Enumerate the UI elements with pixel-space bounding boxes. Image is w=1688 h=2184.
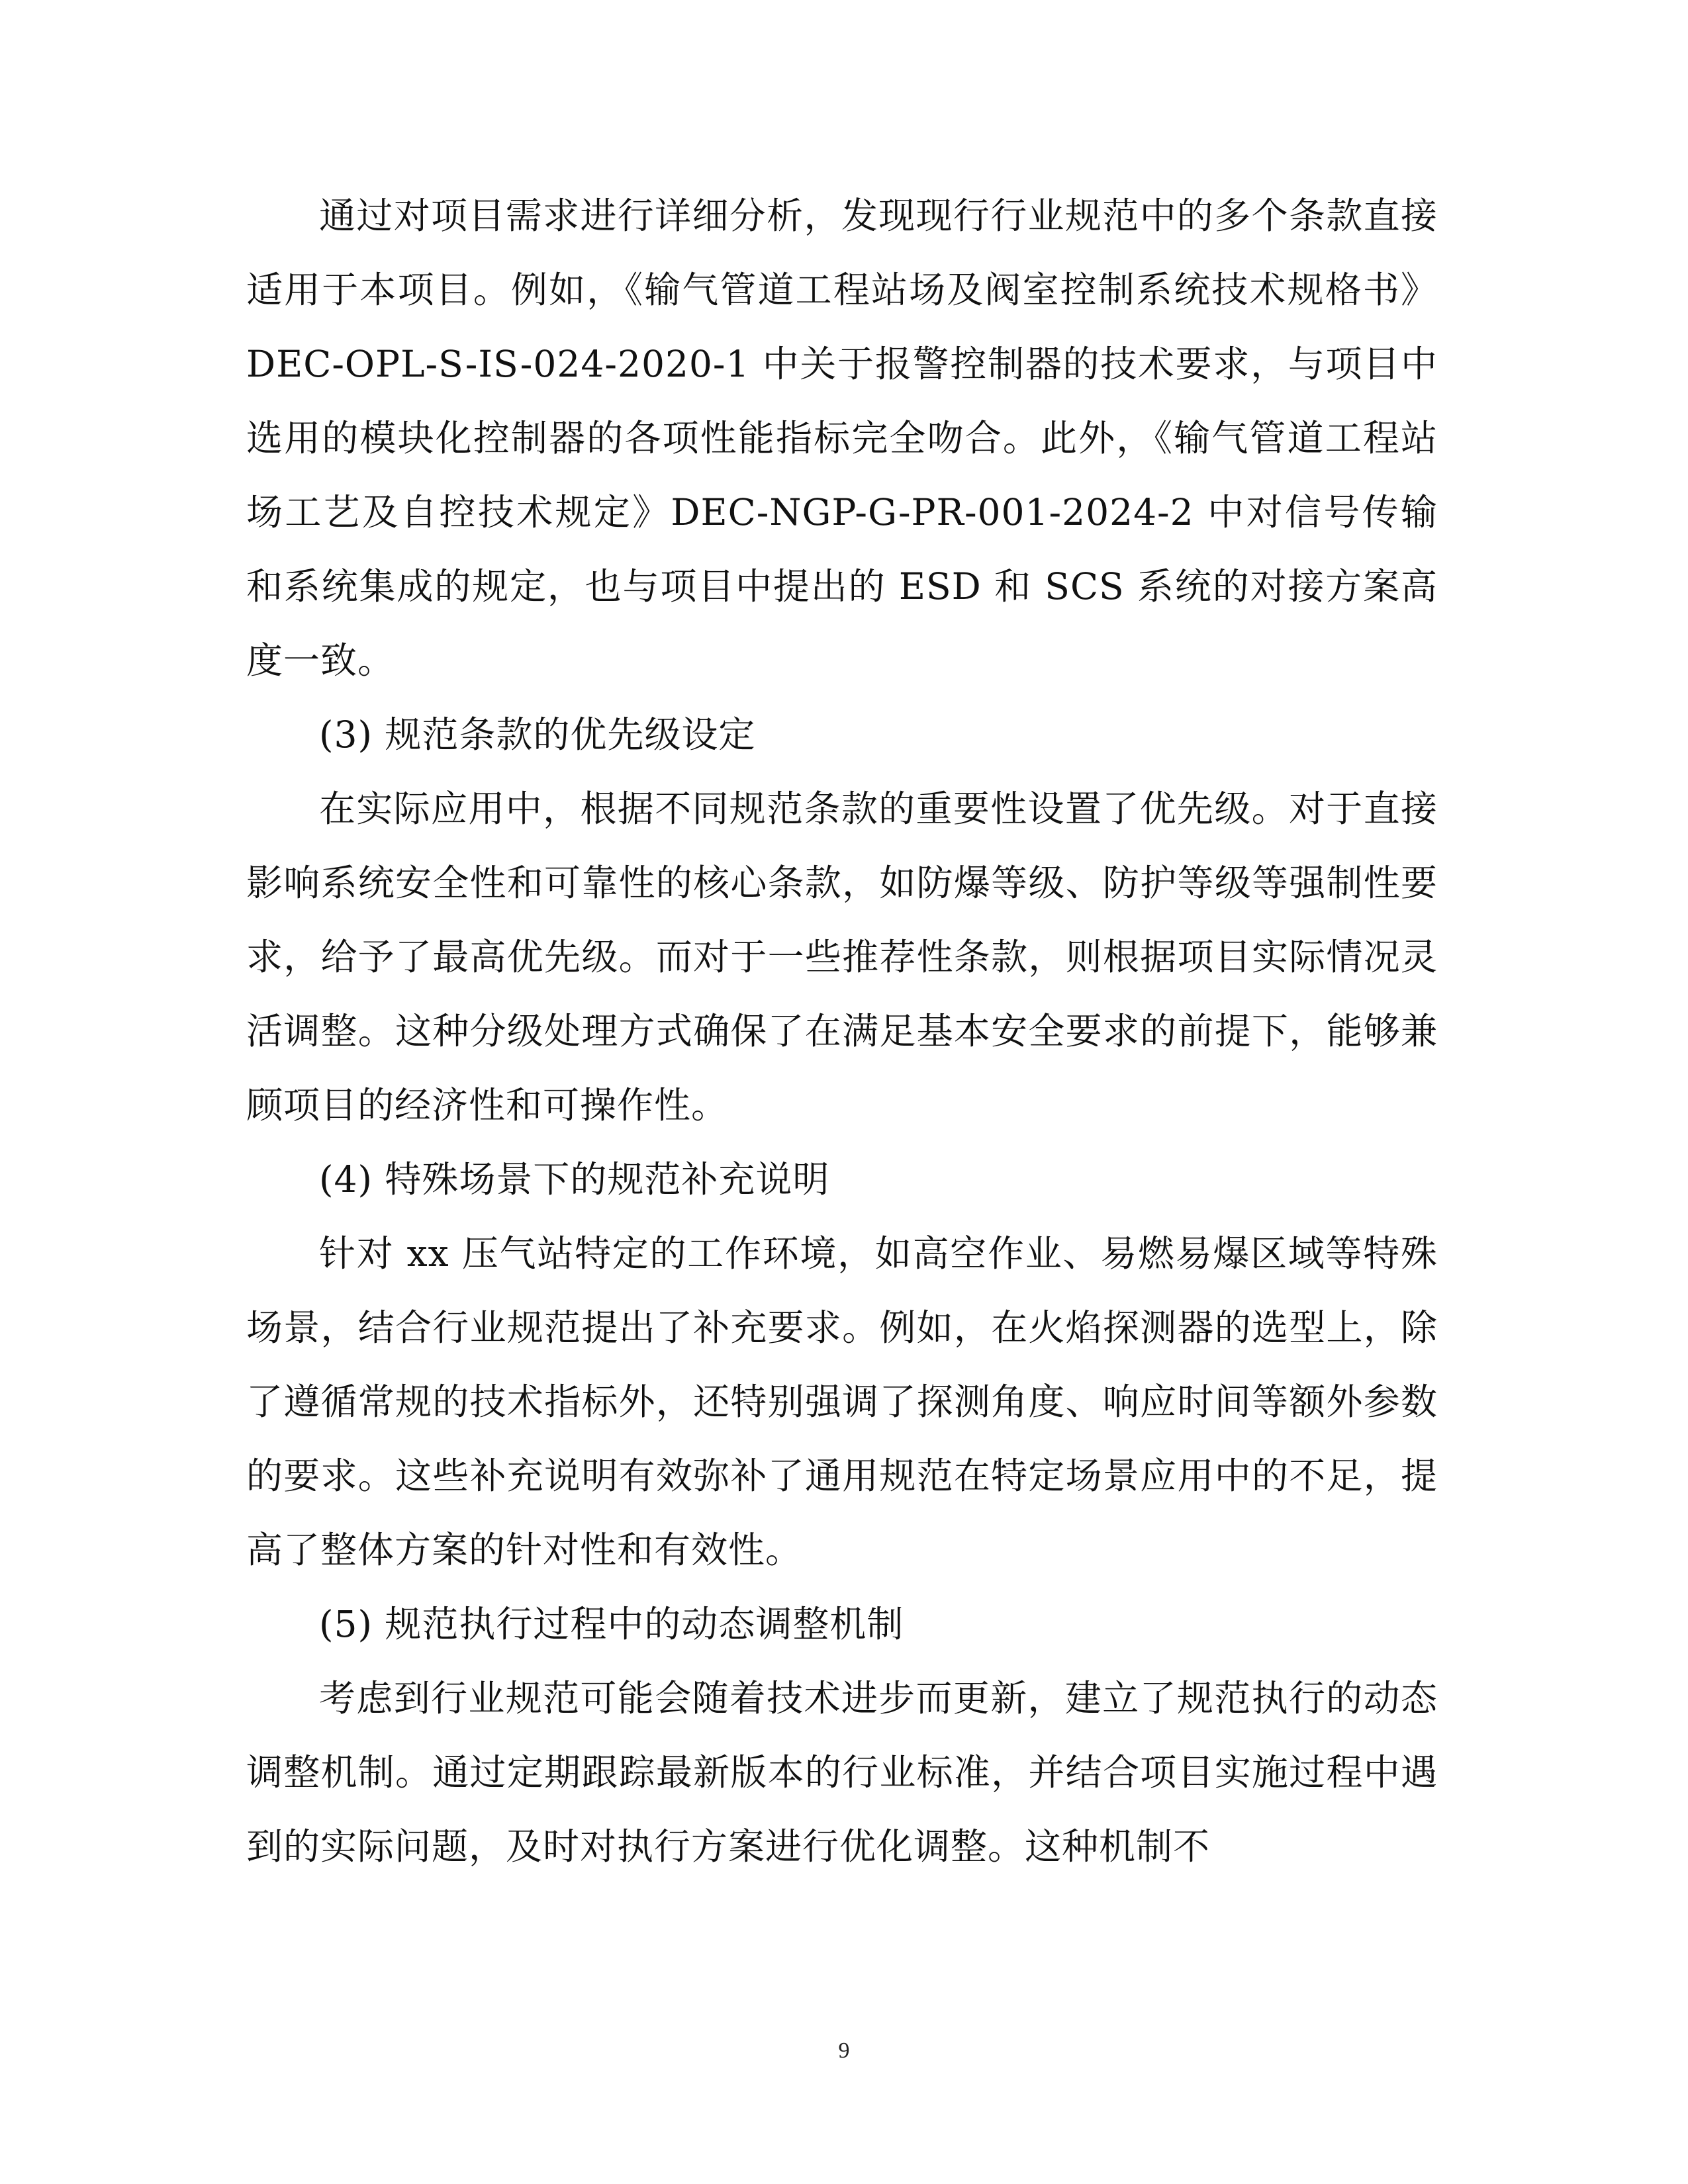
section-heading-dynamic-adjustment: (5) 规范执行过程中的动态调整机制 — [319, 1603, 904, 1645]
paragraph-standards-applicability: 通过对项目需求进行详细分析，发现现行行业规范中的多个条款直接适用于本项目。例如，《输气管道工程站场及阀室控制系统技术规格书》DEC-OPL-S-IS-024-2020-1 中关于报警控制器的技术要求，与项目中选用的模块化控制器的各项性能指标完全吻合。此外，《输气管道工程站场工艺及自控技术规定》DEC-NGP-G-PR-001-2024-2 中对信号传输和系统集成的规定，也与项目中提出的 ESD 和 SCS 系统的对接方案高度一致。 — [246, 195, 1438, 682]
section-heading-special-scenarios: (4) 特殊场景下的规范补充说明 — [319, 1158, 830, 1201]
section-heading-priority: (3) 规范条款的优先级设定 — [319, 713, 756, 756]
page-number: 9 — [838, 2038, 850, 2063]
paragraph-priority-setting: 在实际应用中，根据不同规范条款的重要性设置了优先级。对于直接影响系统安全性和可靠性的核心条款，如防爆等级、防护等级等强制性要求，给予了最高优先级。而对于一些推荐性条款，则根据项目实际情况灵活调整。这种分级处理方式确保了在满足基本安全要求的前提下，能够兼顾项目的经济性和可操作性。 — [246, 788, 1438, 1126]
paragraph-special-scenarios: 针对 xx 压气站特定的工作环境，如高空作业、易燃易爆区域等特殊场景，结合行业规范提出了补充要求。例如，在火焰探测器的选型上，除了遵循常规的技术指标外，还特别强调了探测角度、响应时间等额外参数的要求。这些补充说明有效弥补了通用规范在特定场景应用中的不足，提高了整体方案的针对性和有效性。 — [246, 1232, 1438, 1571]
document-body — [246, 179, 1438, 1884]
paragraph-dynamic-adjustment: 考虑到行业规范可能会随着技术进步而更新，建立了规范执行的动态调整机制。通过定期跟踪最新版本的行业标准，并结合项目实施过程中遇到的实际问题，及时对执行方案进行优化调整。这种机制不 — [246, 1677, 1438, 1868]
